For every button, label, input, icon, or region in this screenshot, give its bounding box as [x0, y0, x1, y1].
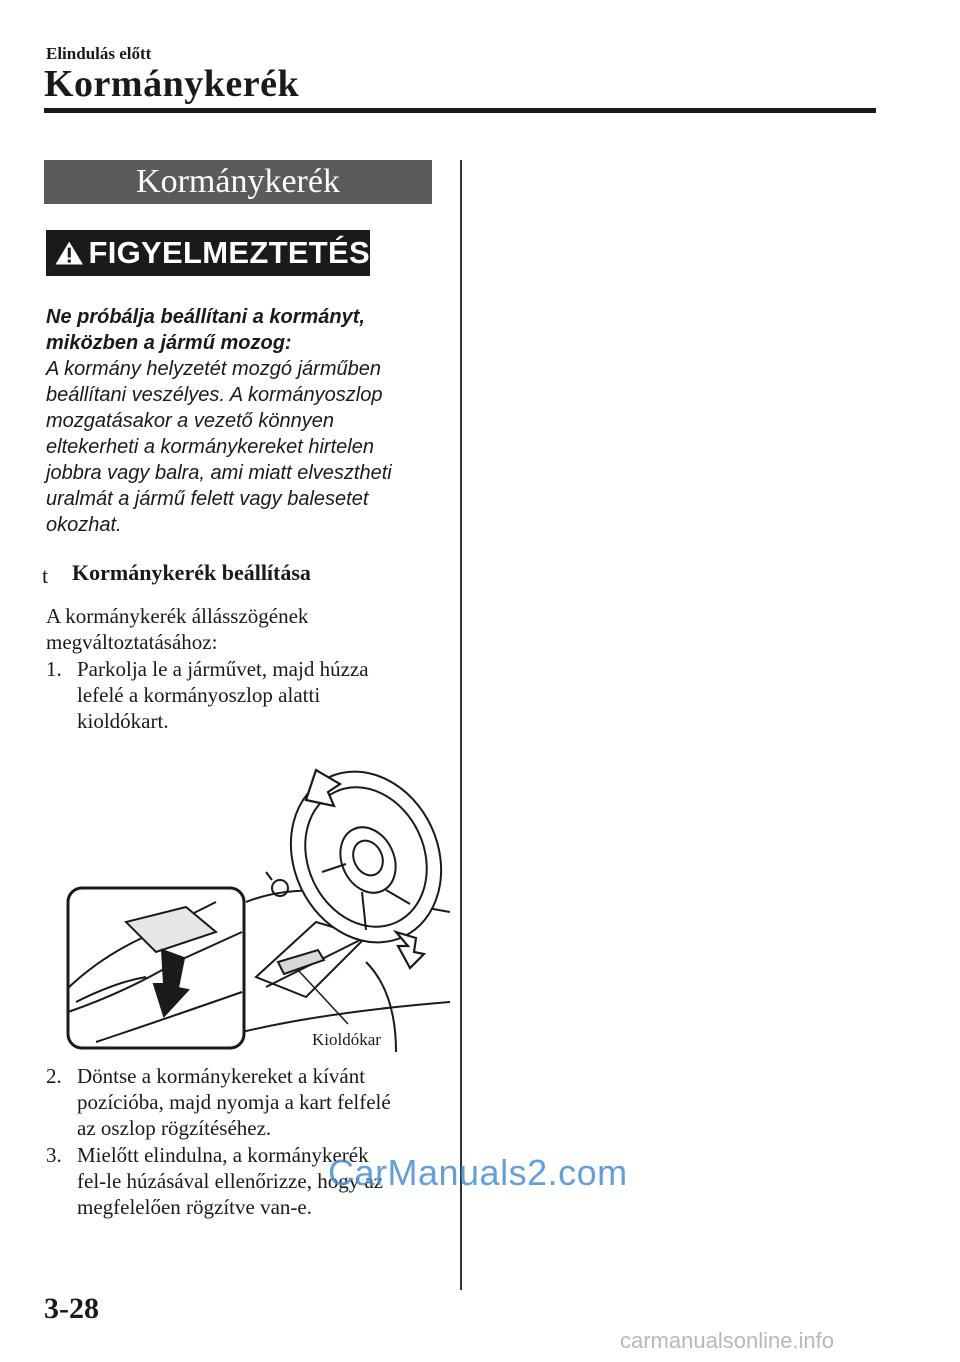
warning-heading-line: Ne próbálja beállítani a kormányt, — [46, 306, 365, 328]
footer-watermark: carmanualsonline.info — [620, 1328, 835, 1353]
page-title: Kormánykerék — [44, 63, 300, 105]
column-divider — [460, 160, 462, 1290]
warning-heading-line: miközben a jármű mozog: — [46, 332, 292, 354]
warning-triangle-icon — [54, 236, 85, 270]
step-number: 2. — [46, 1064, 62, 1088]
step-number: 3. — [46, 1143, 62, 1167]
intro-line: megváltoztatásához: — [46, 630, 218, 654]
step-line: pozícióba, majd nyomja a kart felfelé — [77, 1090, 391, 1114]
warning-body-line: eltekerheti a kormánykereket hirtelen — [46, 436, 374, 458]
warning-body-line: jobbra vagy balra, ami miatt elvesztheti — [46, 462, 392, 484]
step-line: Mielőtt elindulna, a kormánykerék — [77, 1143, 369, 1167]
warning-box — [46, 230, 370, 276]
step-number: 1. — [46, 657, 62, 681]
subsection-bullet: t — [42, 563, 49, 588]
steering-wheel-illustration — [66, 762, 450, 1052]
warning-body-line: mozgatásakor a vezető könnyen — [46, 410, 334, 432]
header-rule — [44, 108, 876, 113]
page-number: 3-28 — [44, 1292, 99, 1325]
section-banner: Kormánykerék — [44, 160, 432, 204]
step-line: megfelelően rögzítve van-e. — [77, 1195, 312, 1219]
step-line: fel-le húzásával ellenőrizze, hogy az — [77, 1169, 384, 1193]
warning-text — [46, 304, 446, 538]
subsection-title: Kormánykerék beállítása — [72, 560, 311, 585]
warning-label: FIGYELMEZTETÉS — [88, 235, 370, 270]
step-line: lefelé a kormányoszlop alatti — [77, 683, 321, 707]
step-line: kioldókart. — [77, 709, 169, 733]
intro-line: A kormánykerék állásszögének — [46, 604, 309, 628]
illustration-label: Kioldókar — [312, 1030, 381, 1049]
intro-paragraph — [46, 603, 446, 655]
warning-body-line: A kormány helyzetét mozgó járműben — [46, 358, 381, 380]
step-line: az oszlop rögzítéséhez. — [77, 1116, 272, 1140]
step-line: Parkolja le a járművet, majd húzza — [77, 657, 369, 681]
watermark-overlay: CarManuals2.com — [328, 1152, 628, 1193]
breadcrumb: Elindulás előtt — [46, 44, 152, 63]
warning-body-line: okozhat. — [46, 514, 122, 536]
warning-body-line: uralmát a jármű felett vagy balesetet — [46, 488, 369, 510]
warning-body-line: beállítani veszélyes. A kormányoszlop — [46, 384, 383, 406]
step-line: Döntse a kormánykereket a kívánt — [77, 1064, 366, 1088]
